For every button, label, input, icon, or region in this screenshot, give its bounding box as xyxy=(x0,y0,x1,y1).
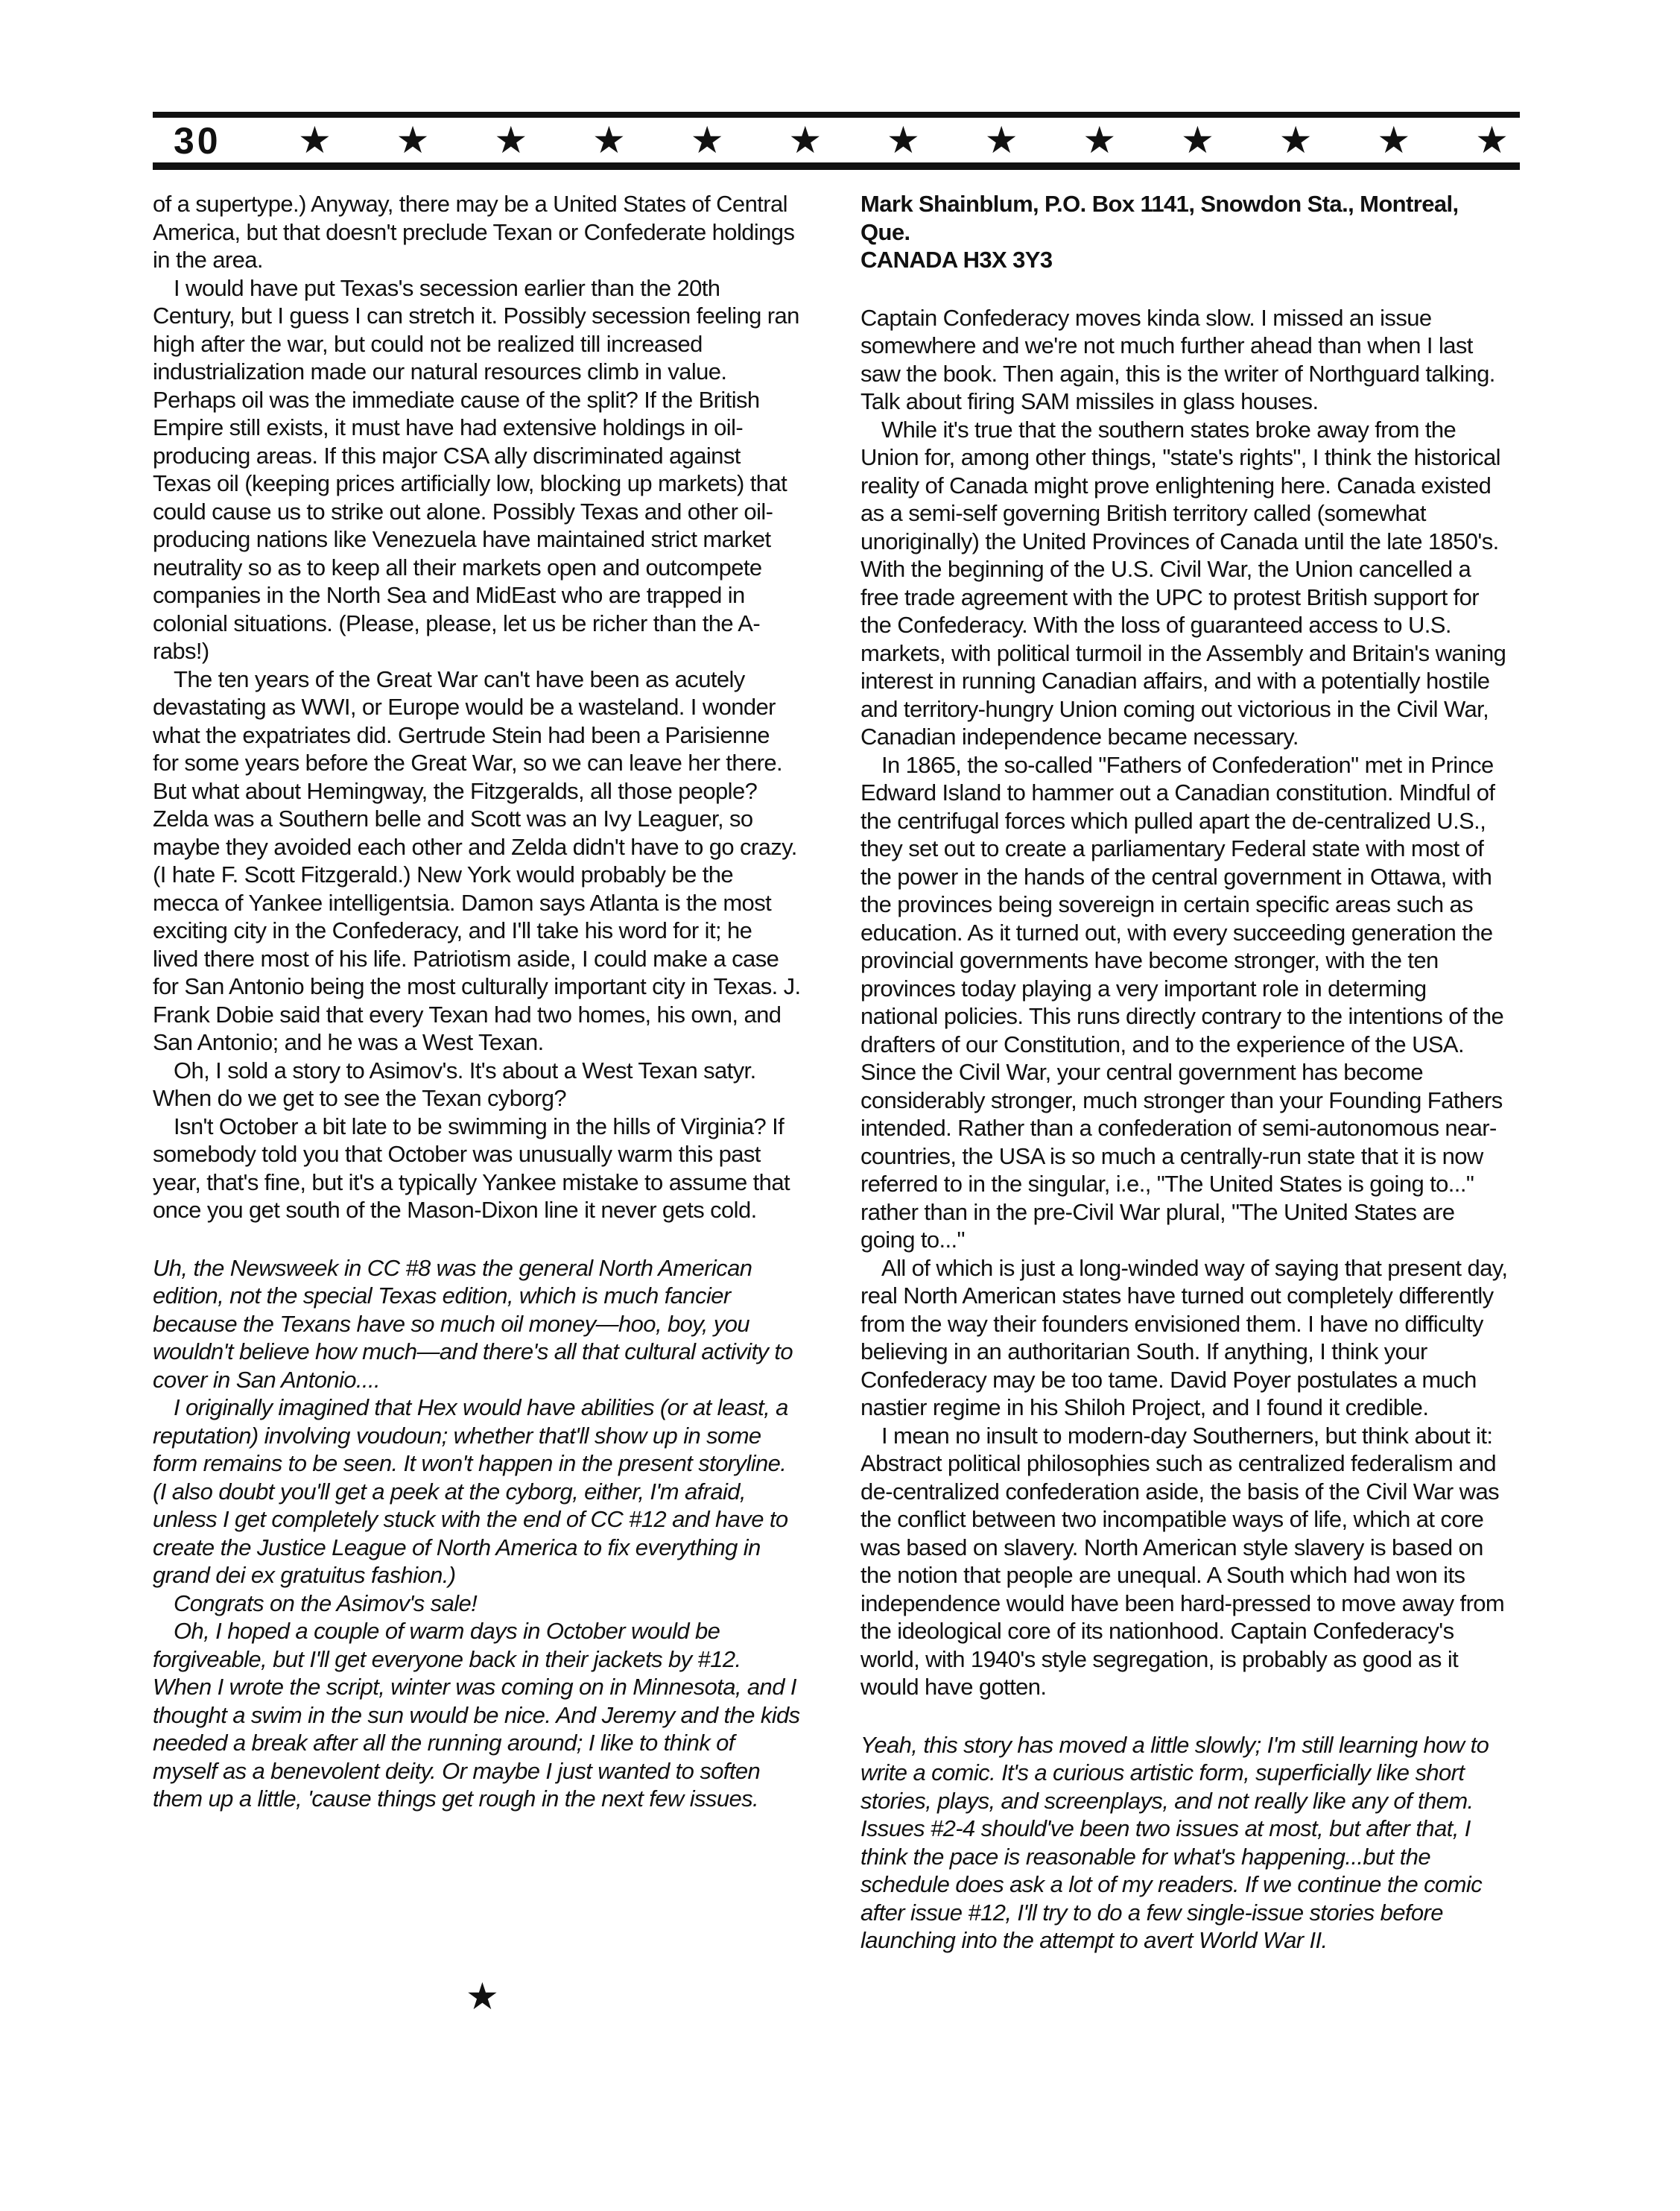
star-icon: ★ xyxy=(396,119,430,161)
editor-reply-paragraph: Oh, I hoped a couple of warm days in October would be forgiveable, but I'll get everyone back in their jackets by #12. When I wrote the script, winter was coming on in Minnesota, and I thought a swim in the sun would be nice. And Jeremy and the kids needed a break after all the running around; I like to think of myself as a benevolent deity. Or maybe I just wanted to soften them up a little, 'cause things get rough in the next few issues. xyxy=(153,1618,800,1812)
letter-paragraph: Oh, I sold a story to Asimov's. It's about a West Texan satyr. When do we get to see the Texan cyborg? xyxy=(153,1057,756,1111)
editor-reply-paragraph: Uh, the Newsweek in CC #8 was the general North American edition, not the special Texas edition, which is much fancier because the Texans have so much oil money—hoo, boy, you wouldn't believe how much—and there's all that cultural activity to cover in San Antonio.... xyxy=(153,1254,793,1393)
page-number: 30 xyxy=(174,120,221,162)
letter-paragraph: The ten years of the Great War can't have been as acutely devastating as WWI, or Europe would be a wasteland. I wonder what the expatriates did. Gertrude Stein had been a Parisienne for some years before the Great War, so we can leave her there. But what about Hemingway, the Fitzgeralds, all those people? Zelda was a Southern belle and Scott was an Ivy Leaguer, so maybe they avoided each other and Zelda didn't have to go crazy. (I hate F. Scott Fitzgerald.) New York would probably be the mecca of Yankee intelligentsia. Damon says Atlanta is the most exciting city in the Confederacy, and I'll take his word for it; he lived there most of his life. Patriotism aside, I could make a case for San Antonio being the most culturally important city in Texas. J. Frank Dobie said that every Texan had two homes, his own, and San Antonio; and he was a West Texan. xyxy=(153,665,801,1055)
star-icon: ★ xyxy=(1377,119,1411,161)
star-icon: ★ xyxy=(298,119,332,161)
star-icon: ★ xyxy=(592,119,626,161)
letter-paragraph: Captain Confederacy moves kinda slow. I missed an issue somewhere and we're not much further ahead than when I last saw the book. Then again, this is the writer of Northguard talking. Talk about firing SAM missiles in glass houses. xyxy=(860,304,1495,414)
star-icon: ★ xyxy=(690,119,724,161)
editor-reply-paragraph: I originally imagined that Hex would have abilities (or at least, a reputation) involving voudoun; whether that'll show up in some form remains to be seen. It won't happen in the present storyline. (I also doubt you'll get a peek at the cyborg, either, I'm afraid, unless I get completely stuck with the end of CC #12 and have to create the Justice League of North America to fix everything in grand dei ex gratuitus fashion.) xyxy=(153,1394,788,1588)
header-top-rule xyxy=(153,112,1520,118)
letter-paragraph: of a supertype.) Anyway, there may be a United States of Central America, but that doesn't preclude Texan or Confederate holdings in the area. xyxy=(153,191,795,273)
star-icon: ★ xyxy=(1181,119,1214,161)
letter-paragraph: I would have put Texas's secession earlier than the 20th Century, but I guess I can stretch it. Possibly secession feeling ran high after the war, but could not be realized till increased industrialization made our natural resources climb in value. Perhaps oil was the immediate cause of the split? If the British Empire still exists, it must have had extensive holdings in oil-producing areas. If this major CSA ally discriminated against Texas oil (keeping prices artificially low, blocking up markets) that could cause us to strike out alone. Possibly Texas and other oil-producing nations like Venezuela have maintained strict market neutrality so as to keep all their markets open and outcompete companies in the North Sea and MidEast who are trapped in colonial situations. (Please, please, let us be richer than the A-rabs!) xyxy=(153,274,799,664)
star-icon: ★ xyxy=(887,119,920,161)
star-icon: ★ xyxy=(788,119,822,161)
end-star-icon: ★ xyxy=(466,1976,499,2017)
left-column xyxy=(153,190,801,1813)
letter-paragraph: All of which is just a long-winded way of saying that present day, real North American states have turned out completely differently from the way their founders envisioned them. I have no difficulty believing in an authoritarian South. If anything, I think your Confederacy may be too tame. David Poyer postulates a much nastier regime in his Shiloh Project, and I found it credible. xyxy=(860,1254,1508,1420)
right-column xyxy=(860,190,1509,1955)
star-icon: ★ xyxy=(984,119,1018,161)
star-icon: ★ xyxy=(1278,119,1313,161)
editor-reply-paragraph: Congrats on the Asimov's sale! xyxy=(174,1590,478,1616)
letter-paragraph: Isn't October a bit late to be swimming in the hills of Virginia? If somebody told you that October was unusually warm this past year, that's fine, but it's a typically Yankee mistake to assume that once you get south of the Mason-Dixon line it never gets cold. xyxy=(153,1113,790,1223)
header-bottom-rule xyxy=(153,162,1520,170)
page-header xyxy=(153,112,1520,171)
letter-paragraph: In 1865, the so-called "Fathers of Confederation" met in Prince Edward Island to hammer out a Canadian constitution. Mindful of the centrifugal forces which pulled apart the de-centralized U.S., they set out to create a parliamentary Federal state with most of the power in the hands of the central government in Ottawa, with the provinces being sovereign in certain specific areas such as education. As it turned out, with every succeeding generation the provincial governments have become stronger, with the ten provinces today playing a very important role in determing national policies. This runs directly contrary to the intentions of the drafters of our Constitution, and to the experience of the USA. Since the Civil War, your central government has become considerably stronger, much stronger than your Founding Fathers intended. Rather than a confederation of semi-autonomous near-countries, the USA is so much a centrally-run state that it is now referred to in the singular, i.e., "The United States is going to..." rather than in the pre-Civil War plural, "The United States are going to..." xyxy=(860,751,1504,1253)
letter-paragraph: I mean no insult to modern-day Southerners, but think about it: Abstract political philosophies such as centralized federalism and de-centralized confederation aside, the basis of the Civil War was the conflict between two incompatible ways of life, which at core was based on slavery. North American style slavery is based on the notion that people are unequal. A South which had won its independence would have been hard-pressed to move away from the ideological core of its nationhood. Captain Confederacy's world, with 1940's style segregation, is probably as good as it would have gotten. xyxy=(860,1422,1505,1700)
letter-writer-postal-code: CANADA H3X 3Y3 xyxy=(860,247,1053,273)
editor-reply-paragraph: Yeah, this story has moved a little slowly; I'm still learning how to write a comic. It's a curious artistic form, superficially like short stories, plays, and screenplays, and not really like any of them. Issues #2-4 should've been two issues at most, but after that, I think the pace is reasonable for what's happening...but the schedule does ask a lot of my readers. If we continue the comic after issue #12, I'll try to do a few single-issue stories before launching into the attempt to avert World War II. xyxy=(860,1731,1489,1953)
star-icon: ★ xyxy=(1475,119,1509,161)
star-icon: ★ xyxy=(1083,119,1117,161)
header-star-row xyxy=(298,119,1509,161)
letter-paragraph: While it's true that the southern states broke away from the Union for, among other things, "state's rights", I think the historical reality of Canada might prove enlightening here. Canada existed as a semi-self governing British territory called (somewhat unoriginally) the United Provinces of Canada until the late 1850's. With the beginning of the U.S. Civil War, the Union cancelled a free trade agreement with the UPC to protest British support for the Confederacy. With the loss of guaranteed access to U.S. markets, with political turmoil in the Assembly and Britain's waning interest in running Canadian affairs, and with a potentially hostile and territory-hungry Union coming out victorious in the Civil War, Canadian independence became necessary. xyxy=(860,416,1506,750)
letter-writer-address: Mark Shainblum, P.O. Box 1141, Snowdon Sta., Montreal, Que. xyxy=(860,191,1459,245)
star-icon: ★ xyxy=(494,119,528,161)
